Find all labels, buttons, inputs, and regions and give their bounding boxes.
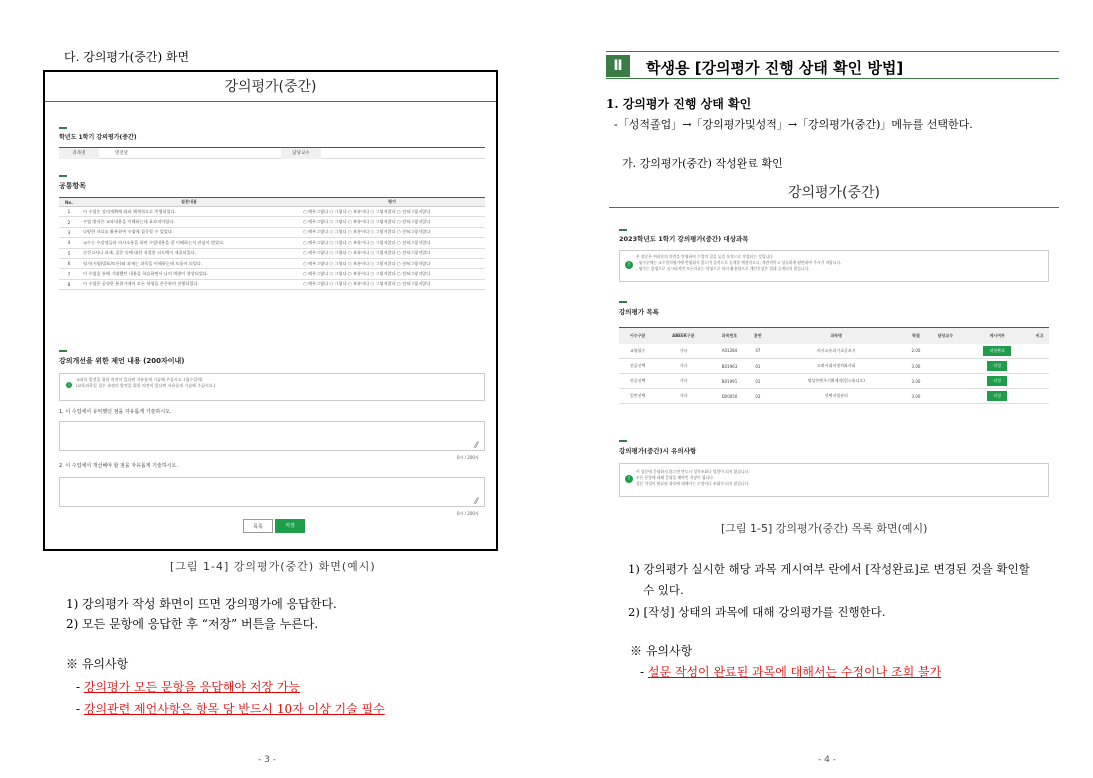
right-notice-item-1: - 설문 작성이 완료된 과목에 대해서는 수정이나 조회 불가	[640, 665, 942, 679]
right-sub-heading: 가. 강의평가(중간) 작성완료 확인	[622, 157, 783, 170]
q1-label: 1. 이 수업에서 유익했던 점을 자유롭게 기술하시오.	[59, 409, 172, 415]
table-row	[619, 344, 1049, 359]
rating-options[interactable]: ○ 매우그렇다 ○ 그렇다 ○ 보통이다 ○ 그렇지않다 ○ 전혀그렇지않다	[299, 279, 485, 289]
caution-line-1: 이 설문에 응답하지 않으면 반드시 성적조회나 열람이 되지 않습니다.	[636, 469, 750, 474]
section-marker	[59, 350, 67, 352]
cell-credit: 3.00	[905, 374, 926, 389]
info-icon: !	[625, 261, 633, 269]
col-content: 설문내용	[79, 198, 299, 207]
section-marker	[619, 301, 627, 303]
table-row	[59, 207, 485, 217]
rating-options[interactable]: ○ 매우그렇다 ○ 그렇다 ○ 보통이다 ○ 그렇지않다 ○ 전혀그렇지않다	[299, 258, 485, 268]
cell-abeek: 기타	[656, 374, 710, 389]
table-row	[59, 227, 485, 237]
info-line-3: - 평가는 설명으로 실시되지만 모든자료는 익명으로 처리 활용함으로 개인신상은 절대 공개되지 않습니다.	[636, 266, 810, 271]
info-box	[619, 250, 1049, 282]
cell-prof	[927, 344, 964, 359]
cell-note	[1030, 359, 1049, 374]
save-button[interactable]: 저장	[275, 519, 305, 533]
note-line-2: (교육과목일 경우 과정의 발전을 위한 의견이 있다면 자유롭게 기술해 주십시오.)	[76, 383, 216, 388]
table-row	[59, 248, 485, 258]
write-button[interactable]: 작성	[987, 361, 1007, 371]
question-no: 2	[59, 217, 79, 227]
write-button[interactable]: 작성	[987, 376, 1007, 386]
rating-options[interactable]: ○ 매우그렇다 ○ 그렇다 ○ 보통이다 ○ 그렇지않다 ○ 전혀그렇지않다	[299, 248, 485, 258]
column-header: 담당교수	[927, 328, 964, 344]
chapter-title: 학생용 [강의평가 진행 상태 확인 방법]	[646, 59, 904, 77]
q1-counter: 0자 / 200자	[457, 455, 479, 460]
rating-options[interactable]: ○ 매우그렇다 ○ 그렇다 ○ 보통이다 ○ 그렇지않다 ○ 전혀그렇지않다	[299, 238, 485, 248]
form-subtitle: 학년도 1학기 강의평가(중간)	[59, 134, 137, 141]
chapter-number: Ⅱ	[606, 55, 630, 77]
cell-cls: 03	[749, 389, 768, 404]
caution-line-2: 모든 문항에 대해 응답을 해야만 저장이 됩니다.	[636, 475, 715, 480]
chapter-header	[606, 51, 1059, 79]
section-title: 1. 강의평가 진행 상태 확인	[606, 97, 752, 111]
cell-note	[1030, 374, 1049, 389]
question-no: 1	[59, 207, 79, 217]
section-marker	[59, 127, 67, 129]
cell-credit: 2.00	[905, 344, 926, 359]
right-step-2: 2) [작성] 상태의 과목에 대해 강의평가를 진행한다.	[628, 605, 886, 619]
cell-cls: 47	[749, 344, 768, 359]
info-line-2: - 평가중에는 교수업적평가에 반영하지 않으며 질적으로 공개할 예정이오니, 객관적이고 성실하게 답변하여 주시기 바랍니다.	[636, 260, 842, 265]
table-row	[59, 279, 485, 289]
q2-counter: 0자 / 200자	[457, 511, 479, 516]
left-notice-title: ※ 유의사항	[66, 657, 129, 671]
cell-type: 전공선택	[619, 359, 656, 374]
alert-icon: !	[625, 475, 633, 483]
write-button[interactable]: 작성	[987, 391, 1007, 401]
table-row	[59, 238, 485, 248]
eval-list-table	[619, 327, 1049, 404]
cell-code: D00050	[710, 389, 748, 404]
cell-credit: 3.00	[905, 389, 926, 404]
left-page-number: - 3 -	[258, 755, 276, 765]
note-line-1: 교과목 발전을 위한 의견이 있다면 자유롭게 기술해 주십시오. (필수입력)	[76, 377, 203, 382]
q2-label: 2. 이 수업에서 개선해야 할 점을 자유롭게 기술하시오.	[59, 463, 178, 469]
col-no: No.	[59, 198, 79, 207]
target-list-title: 2023학년도 1학기 강의평가(중간) 대상과목	[619, 235, 749, 243]
question-text: 교수는 수강생들과 의사소통을 하며 수업내용을 잘 이해하는지 관심이 많았다.	[79, 238, 299, 248]
q2-textarea[interactable]	[59, 477, 485, 507]
left-notice-item-1: - 강의평가 모든 문항을 응답해야 저장 가능	[76, 680, 301, 694]
cell-code: B01991	[710, 374, 748, 389]
cell-prof	[927, 374, 964, 389]
question-text: 이 수업은 강의계획에 따라 체계적으로 진행되었다.	[79, 207, 299, 217]
cell-abeek: 기타	[656, 344, 710, 359]
column-header: 과목번호	[710, 328, 748, 344]
cell-status	[964, 344, 1030, 359]
cell-name: 선택지정관리	[767, 389, 905, 404]
prof-label: 담당교수	[281, 148, 321, 159]
resize-handle-icon[interactable]: ⁄⁄	[475, 497, 478, 506]
question-no: 4	[59, 238, 79, 248]
col-rating: 평가	[299, 198, 485, 207]
notice-text: 강의평가 모든 문항을 응답해야 저장 가능	[83, 680, 301, 694]
table-row	[59, 269, 485, 279]
cell-name: 명상콘텐츠기획제작(멀스튜디오)	[767, 374, 905, 389]
table-row	[59, 217, 485, 227]
menu-path: -「성적졸업」→「강의평가및성적」→「강의평가(중간)」메뉴를 선택한다.	[614, 118, 973, 131]
right-caption: [그림 1-5] 강의평가(중간) 목록 화면(예시)	[721, 522, 928, 535]
cell-name: 고려시대의정치와사회	[767, 359, 905, 374]
table-row	[619, 374, 1049, 389]
cell-cls: 01	[749, 374, 768, 389]
list-button[interactable]: 목록	[243, 519, 273, 533]
cell-abeek: 기타	[656, 359, 710, 374]
right-step-1-cont: 수 있다.	[643, 583, 684, 597]
question-no: 8	[59, 279, 79, 289]
midterm-eval-form-screenshot	[43, 70, 498, 551]
cell-type: 전공선택	[619, 374, 656, 389]
question-text: 이 수업은 공정한 분위기에서 모든 학생을 존중하며 진행되었다.	[79, 279, 299, 289]
question-text: 평가(시험/발표/토론)와 과제는 과목을 이해하는데 도움이 되었다.	[79, 258, 299, 268]
right-page-number: - 4 -	[818, 755, 836, 765]
cell-status	[964, 389, 1030, 404]
suggestion-title: 강의개선을 위한 제언 내용 (200자이내)	[59, 357, 185, 365]
section-marker	[59, 175, 67, 177]
question-text: 이 수업을 통해 기대했던 내용을 학습하면서 나의 역량이 향상되었다.	[79, 269, 299, 279]
caution-box	[619, 463, 1049, 497]
left-heading: 다. 강의평가(중간) 화면	[64, 50, 190, 64]
right-step-1: 1) 강의평가 실시한 해당 과목 게시여부 란에서 [작성완료]로 변경된 것을 확인할	[628, 562, 1030, 576]
question-text: 수업 방식은 교과내용을 이해하는데 효과적이었다.	[79, 217, 299, 227]
section-marker	[619, 229, 627, 231]
write-button[interactable]: 작성완료	[983, 346, 1010, 356]
question-text: 중간고사나 과제, 질문 등에 대한 적절한 피드백이 제공되었다.	[79, 248, 299, 258]
caution-line-3: 설문 작성이 완료된 과목에 대해서는 수정이나 조회가 되지 않습니다.	[636, 481, 750, 486]
rating-options[interactable]: ○ 매우그렇다 ○ 그렇다 ○ 보통이다 ○ 그렇지않다 ○ 전혀그렇지않다	[299, 207, 485, 217]
eval-table-title: 강의평가 목록	[619, 308, 659, 316]
common-items-title: 공통항목	[59, 182, 87, 190]
table-row	[619, 359, 1049, 374]
cell-name: 의사소통과기초글쓰기	[767, 344, 905, 359]
column-header: 게시여부	[964, 328, 1030, 344]
rating-options[interactable]: ○ 매우그렇다 ○ 그렇다 ○ 보통이다 ○ 그렇지않다 ○ 전혀그렇지않다	[299, 269, 485, 279]
rating-options[interactable]: ○ 매우그렇다 ○ 그렇다 ○ 보통이다 ○ 그렇지않다 ○ 전혀그렇지않다	[299, 227, 485, 237]
question-no: 7	[59, 269, 79, 279]
caution-title: 강의평가(중간)시 유의사항	[619, 447, 697, 455]
cell-code: B01963	[710, 359, 748, 374]
column-header: 비고	[1030, 328, 1049, 344]
column-header: 분반	[749, 328, 768, 344]
notice-text: 설문 작성이 완료된 과목에 대해서는 수정이나 조회 불가	[647, 665, 942, 679]
question-table	[59, 197, 485, 290]
cell-code: A01284	[710, 344, 748, 359]
left-step-1: 1) 강의평가 작성 화면이 뜨면 강의평가에 응답한다.	[66, 597, 337, 611]
question-no: 5	[59, 248, 79, 258]
cell-prof	[927, 359, 964, 374]
q1-textarea[interactable]	[59, 421, 485, 451]
resize-handle-icon[interactable]: ⁄⁄	[475, 441, 478, 450]
section-marker	[619, 440, 627, 442]
cell-prof	[927, 389, 964, 404]
eval-list-screenshot	[609, 178, 1059, 509]
cell-type: 교양필수	[619, 344, 656, 359]
column-header: 이수구분	[619, 328, 656, 344]
course-value: 열전달	[115, 151, 129, 156]
left-notice-item-2: - 강의관련 제언사항은 항목 당 반드시 10자 이상 기술 필수	[76, 702, 385, 716]
cell-type: 일반선택	[619, 389, 656, 404]
column-header: ABEEK구분	[656, 328, 710, 344]
cell-cls: 01	[749, 359, 768, 374]
left-step-2: 2) 모든 문항에 응답한 후 “저장” 버튼을 누른다.	[66, 617, 319, 631]
question-no: 6	[59, 258, 79, 268]
suggestion-note	[59, 373, 485, 401]
rating-options[interactable]: ○ 매우그렇다 ○ 그렇다 ○ 보통이다 ○ 그렇지않다 ○ 전혀그렇지않다	[299, 217, 485, 227]
cell-note	[1030, 344, 1049, 359]
list-form-title: 강의평가(중간)	[609, 178, 1059, 208]
notice-text: 강의관련 제언사항은 항목 당 반드시 10자 이상 기술 필수	[83, 702, 385, 716]
table-row	[619, 389, 1049, 404]
question-no: 3	[59, 227, 79, 237]
cell-status	[964, 374, 1030, 389]
cell-status	[964, 359, 1030, 374]
form-title: 강의평가(중간)	[45, 72, 496, 102]
cell-credit: 3.00	[905, 359, 926, 374]
cell-abeek: 기타	[656, 389, 710, 404]
right-notice-title: ※ 유의사항	[630, 644, 693, 658]
question-text: 다양한 자료를 활용하여 수업에 집중할 수 있었다.	[79, 227, 299, 237]
cell-note	[1030, 389, 1049, 404]
course-label: 과목명	[59, 148, 99, 159]
info-line-1: 본 설문은 여러분의 의견을 반영하여 수업의 질을 높일 목적으로 작성되는 것입니다.	[636, 254, 774, 259]
column-header: 과목명	[767, 328, 905, 344]
column-header: 학점	[905, 328, 926, 344]
info-icon: i	[66, 382, 72, 388]
left-caption: [그림 1-4] 강의평가(중간) 화면(예시)	[170, 560, 376, 573]
course-info-row	[59, 147, 485, 159]
table-row	[59, 258, 485, 268]
